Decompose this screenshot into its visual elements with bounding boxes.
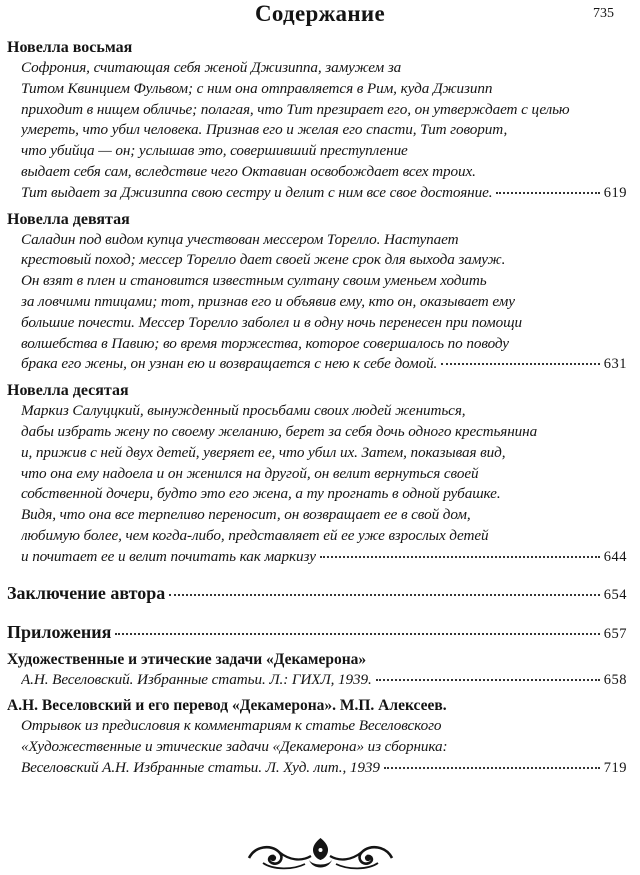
description-line: Софрония, считающая себя женой Джизиппа, замужем за (21, 59, 402, 76)
section-heading: Новелла девятая (7, 210, 130, 228)
description-line: Веселовский А.Н. Избранные статьи. Л. Худ. лит., 1939 (21, 758, 380, 776)
page-title: Содержание (255, 1, 385, 26)
description-line: умереть, что убил человека. Признав его и желая его спасти, Тит говорит, (21, 121, 508, 139)
description-line: Титом Квинцием Фульвом; с ним она отправляется в Рим, куда Джизипп (21, 79, 493, 97)
description-line: Саладин под видом купца учествован мессером Торелло. Наступает (21, 230, 459, 248)
toc-entry-link[interactable] (21, 183, 627, 204)
toc-entry-link[interactable] (21, 547, 627, 568)
description-line: крестовый поход; мессер Торелло дает своей жене срок для выхода замуж. (21, 251, 506, 269)
description-line: что она ему надоела и он женился на другой, он велит вернуться своей (21, 464, 479, 482)
page-reference: 658 (603, 671, 627, 688)
appendix-item-description (21, 716, 627, 778)
toc-entry-conclusion[interactable] (7, 581, 627, 605)
appendix-label: Приложения (7, 621, 112, 642)
page-reference: 644 (603, 548, 627, 565)
description-line: и, прижив с ней двух детей, уверяет ее, что убил их. Затем, показывая вид, (21, 443, 506, 461)
description-line: Видя, что она все терпеливо переносит, он возвращает ее в свой дом, (21, 506, 471, 524)
description-line: Маркиз Салуццкий, вынужденный просьбами своих людей жениться, (21, 402, 466, 420)
page-header (0, 0, 640, 36)
description-line: выдает себя сам, вследствие чего Октавиан освобождает всех троих. (21, 162, 476, 180)
description-line: дабы избрать жену по своему желанию, берет за себя дочь одного крестьянина (21, 422, 538, 440)
description-line: Отрывок из предисловия к комментариям к статье Веселовского (21, 717, 442, 735)
description-line: волшебства в Павию; во время торжества, которое совершалось по поводу (21, 334, 509, 352)
description-line: и почитает ее и велит почитать как маркизу (21, 547, 316, 565)
page-reference: 654 (603, 586, 627, 603)
page-reference: 631 (603, 356, 627, 373)
description-line: «Художественные и этические задачи «Декамерона» из сборника: (21, 738, 448, 756)
description-line: Он взят в плен и становится известным султану своим уменьем ходить (21, 272, 487, 290)
page-reference: 619 (603, 184, 627, 201)
description-line: А.Н. Веселовский. Избранные статьи. Л.: ГИХЛ, 1939. (21, 670, 372, 688)
table-of-contents (7, 38, 627, 779)
decorative-scroll-ornament-icon (243, 836, 398, 872)
page-number: 735 (593, 6, 614, 21)
description-line: брака его жены, он узнан ею и возвращается с нею к себе домой. (21, 355, 438, 373)
appendix-item-heading: Художественные и этические задачи «Декамерона» (7, 650, 367, 668)
dot-leader (376, 678, 600, 681)
dot-leader (441, 362, 599, 365)
description-line: собственной дочери, будто это его жена, а ту прогнать в одной рубашке. (21, 485, 501, 503)
section-description (21, 230, 627, 376)
section-description (21, 58, 627, 204)
appendix-item-heading: А.Н. Веселовский и его перевод «Декамерона». М.П. Алексеев. (7, 697, 447, 715)
dot-leader (169, 593, 599, 596)
toc-entry-link[interactable] (21, 670, 627, 691)
description-line: большие почести. Мессер Торелло заболел и в одну ночь перенесен при помощи (21, 313, 522, 331)
toc-entry-appendix[interactable] (7, 620, 627, 644)
description-line: Тит выдает за Джизиппа свою сестру и делит с ним все свое достояние. (21, 183, 493, 201)
toc-entry-link[interactable] (21, 758, 627, 779)
page-reference: 657 (603, 625, 627, 642)
dot-leader (384, 766, 600, 769)
description-line: приходит в нищем обличье; полагая, что Тит презирает его, он утверждает с целью (21, 100, 570, 118)
section-heading: Новелла десятая (7, 382, 129, 400)
dot-leader (115, 632, 599, 635)
conclusion-label: Заключение автора (7, 582, 166, 603)
page-reference: 719 (603, 759, 627, 776)
dot-leader (496, 191, 599, 194)
toc-entry-link[interactable] (21, 354, 627, 375)
description-line: любимую более, чем когда-либо, представляет ей ее уже взрослых детей (21, 526, 489, 544)
description-line: что убийца — он; услышав это, совершивший преступление (21, 142, 408, 160)
dot-leader (320, 555, 600, 558)
appendix-item-description (21, 670, 627, 691)
section-description (21, 401, 627, 567)
description-line: за ловчими птицами; тот, признав его и объявив ему, кто он, оказывает ему (21, 292, 515, 310)
section-heading: Новелла восьмая (7, 39, 133, 56)
